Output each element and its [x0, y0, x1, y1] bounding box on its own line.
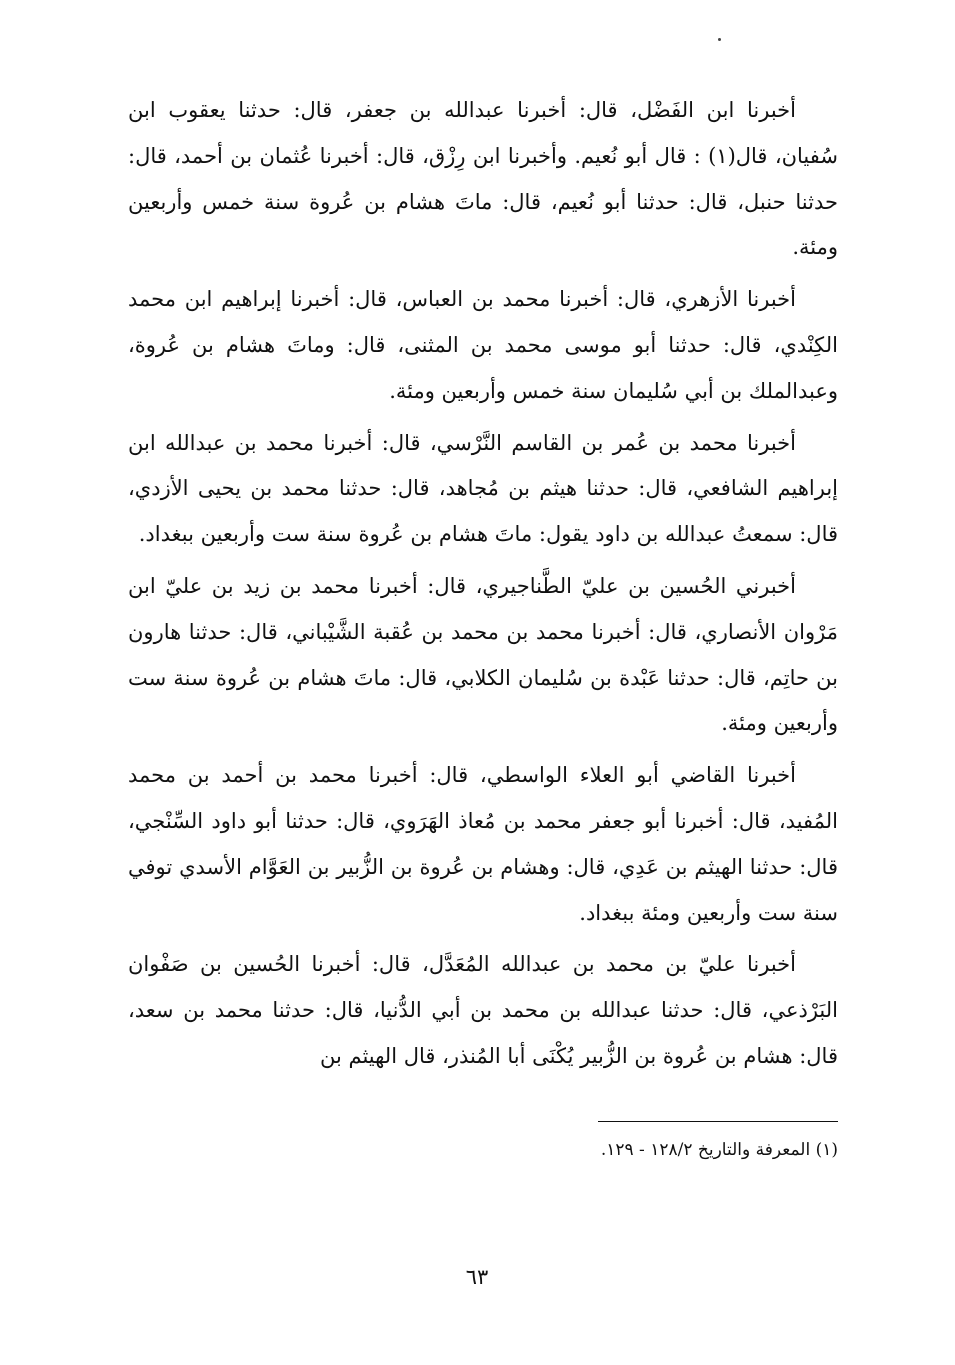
paragraph-6: أخبرنا عليّ بن محمد بن عبدالله المُعَدَّل، قال: أخبرنا الحُسين بن صَفْوان البَرْذعي، قال: حدثنا عبدالله بن محمد بن أبي الدُّنيا، قال: حدثنا محمد بن سعد، قال: هشام بن عُروة بن الزُّبير يُكْنَى أبا المُنذر، قال الهيثم بن: [128, 952, 838, 1068]
footnote-divider: [598, 1121, 838, 1122]
scan-speck: [718, 38, 721, 41]
page-number: ٦٣: [465, 1265, 489, 1289]
paragraph-4: أخبرني الحُسين بن عليّ الطَّناجيري، قال: أخبرنا محمد بن زيد بن عليّ ابن مَرْوان الأنصاري، قال: أخبرنا محمد بن محمد بن عُقبة الشَّيْباني، قال: حدثنا هارون بن حاتِم، قال: حدثنا عَبْدة بن سُليمان الكلابي، قال: ماتَ هشام بن عُروة سنة ست وأربعين ومئة.: [128, 573, 838, 736]
paragraph-1: أخبرنا ابن الفَضْل، قال: أخبرنا عبدالله بن جعفر، قال: حدثنا يعقوب ابن سُفيان، قال(١) : قال أبو نُعيم. وأخبرنا ابن رِزْق، قال: أخبرنا عُثمان بن أحمد، قال: حدثنا حنبل، قال: حدثنا أبو نُعيم، قال: ماتَ هشام بن عُروة سنة خمس وأربعين ومئة.: [128, 98, 838, 260]
paragraph-5: أخبرنا القاضي أبو العلاء الواسطي، قال: أخبرنا محمد بن أحمد بن محمد المُفيد، قال: أخبرنا أبو جعفر محمد بن مُعاذ الهَرَوي، قال: حدثنا أبو داود السِّنْجي، قال: حدثنا الهيثم بن عَدِي، قال: وهشام بن عُروة بن الزُّبير بن العَوَّام الأسدي توفي سنة ست وأربعين ومئة ببغداد.: [128, 763, 838, 925]
main-text: [128, 88, 838, 1086]
paragraph-3: أخبرنا محمد بن عُمر بن القاسم النَّرْسي، قال: أخبرنا محمد بن عبدالله ابن إبراهيم الشافعي، قال: حدثنا هيثم بن مُجاهد، قال: حدثنا محمد بن يحيى الأزدي، قال: سمعتُ عبدالله بن داود يقول: ماتَ هشام بن عُروة سنة ست وأربعين ببغداد.: [128, 430, 838, 547]
footnote: (١) المعرفة والتاريخ ١٢٨/٢ - ١٢٩.: [600, 1140, 838, 1160]
paragraph-2: أخبرنا الأزهري، قال: أخبرنا محمد بن العباس، قال: أخبرنا إبراهيم ابن محمد الكِنْدي، قال: حدثنا أبو موسى محمد بن المثنى، قال: وماتَ هشام بن عُروة، وعبدالملك بن أبي سُليمان سنة خمس وأربعين ومئة.: [128, 287, 838, 403]
